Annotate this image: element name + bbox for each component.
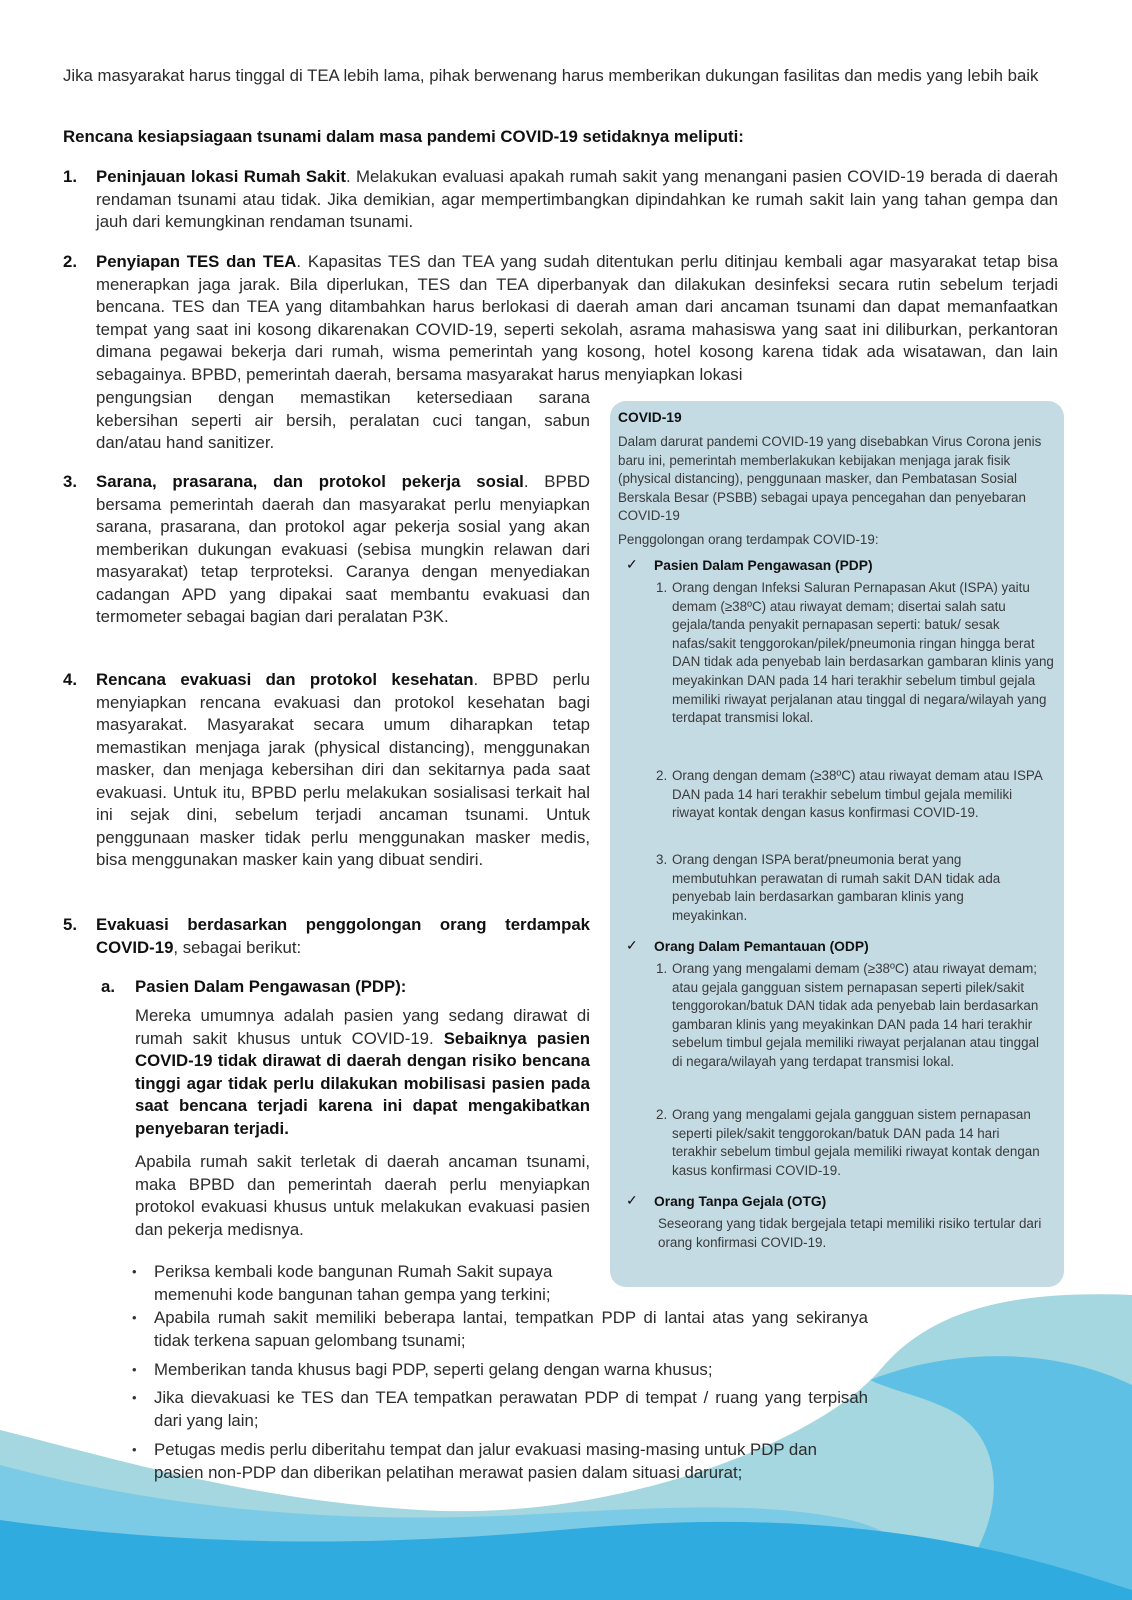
item-tes-tea <box>96 251 1058 386</box>
item-text: . BPBD bersama pemerintah daerah dan masyarakat perlu menyiapkan sarana, prasarana, dan protokol agar pekerja sosial yang akan memberikan dukungan evakuasi (sebisa mungkin relawan dari masyarakat) tetap terproteksi. Caranya dengan menyediakan cadangan APD yang dipakai saat membantu evakuasi dan termometer sebagai bagian dari peralatan P3K. <box>96 472 590 626</box>
intro-paragraph: Jika masyarakat harus tinggal di TEA lebih lama, pihak berwenang harus memberikan dukungan fasilitas dan medis yang lebih baik <box>63 66 1039 85</box>
item-title: Rencana evakuasi dan protokol kesehatan <box>96 670 474 689</box>
odp-title: Orang Dalam Pemantauan (ODP) <box>654 939 869 954</box>
covid-info-box <box>610 401 1064 1287</box>
item-tes-tea-continued: pengungsian dengan memastikan ketersediaan sarana kebersihan seperti air bersih, peralatan cuci tangan, sabun dan/atau hand sanitizer. <box>96 388 590 452</box>
odp-item-number: 1. <box>656 961 668 976</box>
item-social-workers <box>96 471 590 629</box>
item-number: 1. <box>63 167 77 186</box>
pdp-item: Orang dengan ISPA berat/pneumonia berat yang membutuhkan perawatan di rumah sakit DAN tidak ada penyebab lain berdasarkan gambaran klinis yang meyakinkan. <box>672 852 1001 923</box>
item-evacuation-plan <box>96 669 590 872</box>
odp-item-number: 2. <box>656 1107 668 1122</box>
box-intro: Dalam darurat pandemi COVID-19 yang disebabkan Virus Corona jenis baru ini, pemerintah memberlakukan kebijakan menjaga jarak fisik (physical distancing), penggunaan masker, dan Pembatasan Sosial Berskala Besar (PSBB) sebagai upaya pencegahan dan penyebaran COVID-19 <box>618 434 1042 524</box>
item-evacuation-classification <box>96 914 590 959</box>
item-title: Evakuasi berdasarkan penggolongan orang terdampak COVID-19 <box>96 915 590 957</box>
box-classification: Penggolongan orang terdampak COVID-19: <box>618 532 879 547</box>
item-number: 5. <box>63 915 77 934</box>
pdp-item-number: 1. <box>656 580 668 595</box>
plan-heading: Rencana kesiapsiagaan tsunami dalam masa pandemi COVID-19 setidaknya meliputi: <box>63 127 744 146</box>
bullet-icon: • <box>132 1362 137 1377</box>
list-item: • Jika dievakuasi ke TES dan TEA tempatkan perawatan PDP di tempat / ruang yang terpisah dari yang lain; <box>132 1388 868 1430</box>
otg-text: Seseorang yang tidak bergejala tetapi memiliki risiko tertular dari orang konfirmasi COVID-19. <box>658 1216 1042 1250</box>
item-title: Penyiapan TES dan TEA <box>96 252 297 271</box>
box-title: COVID-19 <box>618 410 682 425</box>
list-item: • Apabila rumah sakit memiliki beberapa lantai, tempatkan PDP di lantai atas yang sekiranya tidak terkena sapuan gelombang tsunami; <box>132 1308 868 1350</box>
item-text: . Kapasitas TES dan TEA yang sudah ditentukan perlu ditinjau kembali agar masyarakat tetap bisa menerapkan jaga jarak. Bila diperlukan, TES dan TEA diperbanyak dan dilakukan desinfeksi secara rutin sebelum terjadi bencana. TES dan TEA yang ditambahkan harus berlokasi di daerah aman dari ancaman tsunami dan dapat memanfaatkan tempat yang saat ini kosong dikarenakan COVID-19, seperti sekolah, asrama mahasiswa yang saat ini diliburkan, perkantoran dimana pegawai bekerja dari rumah, wisma pemerintah yang kosong, hotel kosong karena tidak ada wisatawan, dan lain sebagainya. BPBD, pemerintah daerah, bersama masyarakat harus menyiapkan lokasi <box>96 252 1059 384</box>
pdp-item-number: 3. <box>656 852 668 867</box>
item-hospital-location <box>96 166 1058 234</box>
pdp-item: Orang dengan Infeksi Saluran Pernapasan Akut (ISPA) yaitu demam (≥38ºC) atau riwayat demam; disertai salah satu gejala/tanda penyakit pernapasan seperti: batuk/ sesak nafas/sakit tenggorokan/pilek/pneumonia ringan hingga berat DAN tidak ada penyebab lain berdasarkan gambaran klinis yang meyakinkan DAN pada 14 hari terakhir sebelum timbul gejala memiliki riwayat perjalanan atau tinggal di negara/wilayah yang terdapat transmisi lokal. <box>672 580 1054 726</box>
item-text: , sebagai berikut: <box>173 937 302 957</box>
item-text: . Melakukan evaluasi apakah rumah sakit yang menangani pasien COVID-19 berada di daerah rendaman tsunami atau tidak. Jika demikian, agar mempertimbangkan dipindahkan ke rumah sakit lain yang tahan gempa dan jauh dari kemungkinan rendaman tsunami. <box>96 167 1058 231</box>
pdp-paragraph-1: Mereka umumnya adalah pasien yang sedang dirawat di rumah sakit khusus untuk COVID-19. Sebaiknya pasien COVID-19 tidak dirawat di daerah dengan risiko bencana tinggi agar tidak perlu dilakukan mobilisasi pasien pada saat bencana terjadi karena ini dapat mengakibatkan penyebaran terjadi. <box>135 1006 590 1138</box>
odp-item: Orang yang mengalami gejala gangguan sistem pernapasan seperti pilek/sakit tenggorokan/batuk DAN pada 14 hari terakhir sebelum timbul gejala memiliki riwayat kontak dengan kasus konfirmasi COVID-19. <box>672 1107 1040 1178</box>
sub-item-title: Pasien Dalam Pengawasan (PDP): <box>135 977 407 996</box>
check-icon: ✓ <box>626 937 638 953</box>
item-number: 2. <box>63 252 77 271</box>
item-number: 4. <box>63 670 77 689</box>
bullet-icon: • <box>132 1264 137 1279</box>
item-text: . BPBD perlu menyiapkan rencana evakuasi dan protokol kesehatan bagi masyarakat. Masyarakat secara umum diharapkan tetap memastikan menjaga jarak (physical distancing), menggunakan masker, dan menjaga kebersihan diri dan sekitarnya pada saat evakuasi. Untuk itu, BPBD perlu melakukan sosialisasi terkait hal ini sejak dini, sebelum terjadi ancaman tsunami. Untuk penggunaan masker tidak perlu menggunakan masker medis, bisa menggunakan masker kain yang dibuat sendiri. <box>96 670 590 869</box>
bullet-icon: • <box>132 1390 137 1405</box>
pdp-paragraph-2: Apabila rumah sakit terletak di daerah ancaman tsunami, maka BPBD dan pemerintah daerah perlu menyiapkan protokol evakuasi khusus untuk melakukan evakuasi pasien dan pekerja medisnya. <box>135 1152 590 1239</box>
pdp-item-number: 2. <box>656 768 668 783</box>
pdp-title: Pasien Dalam Pengawasan (PDP) <box>654 558 873 573</box>
bullet-icon: • <box>132 1310 137 1325</box>
list-item: • Petugas medis perlu diberitahu tempat dan jalur evakuasi masing-masing untuk PDP dan pasien non-PDP dan diberikan pelatihan merawat pasien dalam situasi darurat; <box>132 1440 817 1482</box>
item-title: Sarana, prasarana, dan protokol pekerja sosial <box>96 472 524 491</box>
bullet-icon: • <box>132 1442 137 1457</box>
otg-title: Orang Tanpa Gejala (OTG) <box>654 1194 827 1209</box>
pdp-item: Orang dengan demam (≥38ºC) atau riwayat demam atau ISPA DAN pada 14 hari terakhir sebelum timbul gejala memiliki riwayat kontak dengan kasus konfirmasi COVID-19. <box>672 768 1043 821</box>
sub-item-letter: a. <box>101 977 115 996</box>
check-icon: ✓ <box>626 1192 638 1208</box>
item-title: Peninjauan lokasi Rumah Sakit <box>96 167 346 186</box>
item-number: 3. <box>63 472 77 491</box>
check-icon: ✓ <box>626 556 638 572</box>
list-item: • Memberikan tanda khusus bagi PDP, seperti gelang dengan warna khusus; <box>154 1359 868 1382</box>
list-item: • Periksa kembali kode bangunan Rumah Sakit supaya memenuhi kode bangunan tahan gempa yang terkini; <box>132 1262 553 1304</box>
odp-item: Orang yang mengalami demam (≥38ºC) atau riwayat demam; atau gejala gangguan sistem pernapasan seperti pilek/sakit tenggorokan/batuk DAN tidak ada penyebab lain berdasarkan gambaran klinis yang meyakinkan DAN pada 14 hari terakhir sebelum timbul gejala memiliki riwayat perjalanan atau tinggal di negara/wilayah yang terdapat transmisi lokal. <box>672 961 1039 1069</box>
